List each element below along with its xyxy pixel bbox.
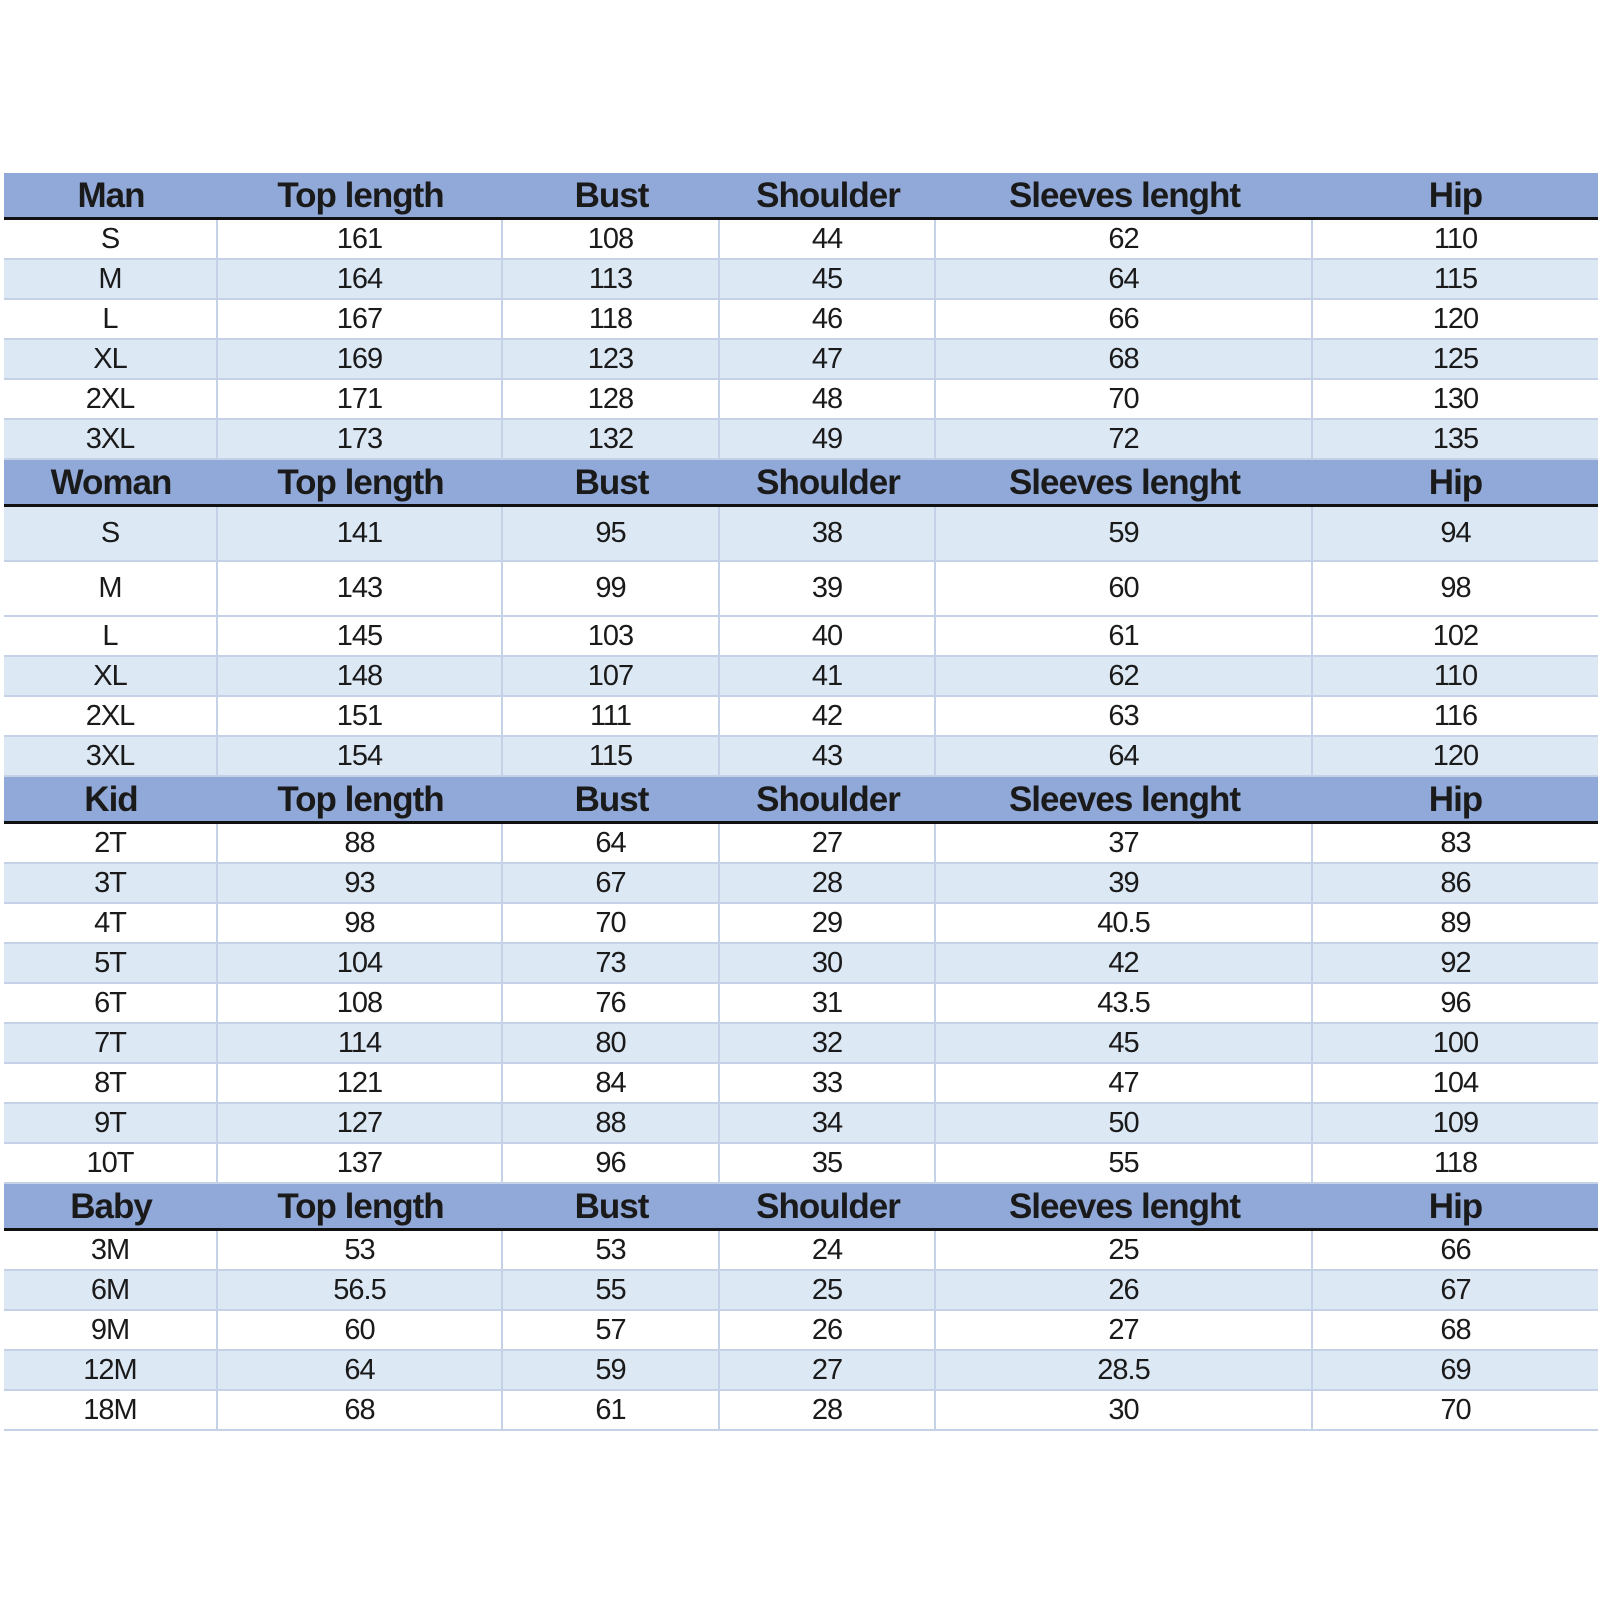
size-chart-table <box>4 173 1598 1431</box>
size-cell: S <box>4 507 218 560</box>
measurement-cell: 55 <box>503 1271 720 1309</box>
table-row <box>4 697 1598 737</box>
table-row <box>4 904 1598 944</box>
measurement-cell: 33 <box>720 1064 936 1102</box>
size-cell: 4T <box>4 904 218 942</box>
measurement-cell: 86 <box>1440 866 1471 899</box>
measurement-cell: 68 <box>1440 1313 1471 1346</box>
column-header: Bust <box>574 462 649 502</box>
measurement-cell: 64 <box>936 737 1313 775</box>
measurement-cell: 94 <box>1440 517 1471 549</box>
measurement-cell: 42 <box>720 697 936 735</box>
measurement-cell: 50 <box>936 1104 1313 1142</box>
measurement-cell: 53 <box>503 1231 720 1269</box>
measurement-cell: 32 <box>720 1024 936 1062</box>
measurement-cell: 61 <box>503 1391 720 1429</box>
column-header: Sleeves lenght <box>1008 175 1241 215</box>
size-cell: 2XL <box>4 697 218 735</box>
measurement-cell: 43.5 <box>936 984 1313 1022</box>
column-header: Top length <box>277 779 444 819</box>
measurement-cell: 169 <box>218 340 503 378</box>
measurement-cell: 72 <box>936 420 1313 458</box>
size-cell: XL <box>4 657 218 695</box>
column-header: Top length <box>277 175 444 215</box>
measurement-cell: 88 <box>503 1104 720 1142</box>
size-cell: 2XL <box>4 380 218 418</box>
measurement-cell: 35 <box>720 1144 936 1182</box>
measurement-cell: 27 <box>936 1311 1313 1349</box>
measurement-cell: 154 <box>218 737 503 775</box>
size-cell: 6T <box>4 984 218 1022</box>
measurement-cell: 47 <box>720 340 936 378</box>
measurement-cell: 30 <box>936 1391 1313 1429</box>
size-cell: S <box>4 220 218 258</box>
size-cell: 8T <box>4 1064 218 1102</box>
size-cell: 12M <box>4 1351 218 1389</box>
measurement-cell: 103 <box>503 617 720 655</box>
measurement-cell: 26 <box>936 1271 1313 1309</box>
section-label: Baby <box>70 1186 152 1226</box>
measurement-cell: 115 <box>503 737 720 775</box>
measurement-cell: 64 <box>218 1351 503 1389</box>
measurement-cell: 47 <box>936 1064 1313 1102</box>
column-header: Sleeves lenght <box>1008 462 1241 502</box>
measurement-cell: 41 <box>720 657 936 695</box>
measurement-cell: 110 <box>1433 659 1478 692</box>
table-row <box>4 617 1598 657</box>
table-row <box>4 260 1598 300</box>
section-baby <box>4 1184 1598 1431</box>
measurement-cell: 57 <box>503 1311 720 1349</box>
measurement-cell: 48 <box>720 380 936 418</box>
measurement-cell: 60 <box>218 1311 503 1349</box>
measurement-cell: 143 <box>218 562 503 615</box>
size-cell: XL <box>4 340 218 378</box>
table-row <box>4 1271 1598 1311</box>
measurement-cell: 27 <box>720 1351 936 1389</box>
section-kid <box>4 777 1598 1184</box>
measurement-cell: 63 <box>936 697 1313 735</box>
section-label: Woman <box>50 462 172 502</box>
measurement-cell: 145 <box>218 617 503 655</box>
measurement-cell: 120 <box>1432 302 1479 335</box>
measurement-cell: 66 <box>1440 1233 1471 1266</box>
measurement-cell: 89 <box>1440 906 1471 939</box>
size-cell: L <box>4 617 218 655</box>
measurement-cell: 161 <box>218 220 503 258</box>
measurement-cell: 135 <box>1432 422 1479 455</box>
column-header: Hip <box>1428 175 1483 215</box>
section-header-row <box>4 777 1598 824</box>
size-cell: L <box>4 300 218 338</box>
measurement-cell: 43 <box>720 737 936 775</box>
size-cell: 5T <box>4 944 218 982</box>
section-label: Man <box>77 175 145 215</box>
column-header: Top length <box>277 462 444 502</box>
measurement-cell: 62 <box>936 657 1313 695</box>
table-row <box>4 1024 1598 1064</box>
measurement-cell: 171 <box>218 380 503 418</box>
table-row <box>4 1104 1598 1144</box>
measurement-cell: 69 <box>1440 1353 1471 1386</box>
table-row <box>4 824 1598 864</box>
measurement-cell: 141 <box>218 507 503 560</box>
measurement-cell: 110 <box>1433 222 1478 255</box>
measurement-cell: 96 <box>503 1144 720 1182</box>
measurement-cell: 67 <box>1440 1273 1471 1306</box>
measurement-cell: 121 <box>218 1064 503 1102</box>
column-header: Bust <box>574 779 649 819</box>
measurement-cell: 76 <box>503 984 720 1022</box>
measurement-cell: 118 <box>503 300 720 338</box>
size-cell: M <box>4 562 218 615</box>
measurement-cell: 109 <box>1432 1106 1479 1139</box>
measurement-cell: 37 <box>936 824 1313 862</box>
measurement-cell: 151 <box>218 697 503 735</box>
table-row <box>4 562 1598 617</box>
table-row <box>4 657 1598 697</box>
column-header: Shoulder <box>756 1186 900 1226</box>
measurement-cell: 66 <box>936 300 1313 338</box>
size-cell: 7T <box>4 1024 218 1062</box>
size-cell: 9T <box>4 1104 218 1142</box>
size-cell: 3T <box>4 864 218 902</box>
measurement-cell: 96 <box>1440 986 1471 1019</box>
table-row <box>4 420 1598 460</box>
measurement-cell: 45 <box>720 260 936 298</box>
measurement-cell: 115 <box>1433 262 1478 295</box>
size-cell: 9M <box>4 1311 218 1349</box>
measurement-cell: 70 <box>503 904 720 942</box>
measurement-cell: 45 <box>936 1024 1313 1062</box>
size-cell: 3XL <box>4 737 218 775</box>
measurement-cell: 130 <box>1432 382 1479 415</box>
measurement-cell: 39 <box>720 562 936 615</box>
measurement-cell: 98 <box>218 904 503 942</box>
size-cell: M <box>4 260 218 298</box>
measurement-cell: 28.5 <box>936 1351 1313 1389</box>
measurement-cell: 24 <box>720 1231 936 1269</box>
table-row <box>4 340 1598 380</box>
measurement-cell: 30 <box>720 944 936 982</box>
measurement-cell: 80 <box>503 1024 720 1062</box>
measurement-cell: 108 <box>218 984 503 1022</box>
measurement-cell: 64 <box>503 824 720 862</box>
measurement-cell: 173 <box>218 420 503 458</box>
measurement-cell: 73 <box>503 944 720 982</box>
table-row <box>4 380 1598 420</box>
table-row <box>4 864 1598 904</box>
measurement-cell: 40 <box>720 617 936 655</box>
measurement-cell: 29 <box>720 904 936 942</box>
measurement-cell: 99 <box>503 562 720 615</box>
measurement-cell: 128 <box>503 380 720 418</box>
measurement-cell: 83 <box>1440 826 1471 859</box>
measurement-cell: 104 <box>218 944 503 982</box>
measurement-cell: 70 <box>1440 1393 1471 1426</box>
table-row <box>4 1311 1598 1351</box>
size-cell: 10T <box>4 1144 218 1182</box>
measurement-cell: 64 <box>936 260 1313 298</box>
table-row <box>4 1064 1598 1104</box>
section-header-row <box>4 460 1598 507</box>
measurement-cell: 167 <box>218 300 503 338</box>
measurement-cell: 59 <box>503 1351 720 1389</box>
measurement-cell: 31 <box>720 984 936 1022</box>
measurement-cell: 102 <box>1432 619 1479 652</box>
measurement-cell: 95 <box>503 507 720 560</box>
measurement-cell: 70 <box>936 380 1313 418</box>
measurement-cell: 25 <box>720 1271 936 1309</box>
size-cell: 3XL <box>4 420 218 458</box>
column-header: Hip <box>1428 462 1483 502</box>
measurement-cell: 40.5 <box>936 904 1313 942</box>
measurement-cell: 114 <box>218 1024 503 1062</box>
column-header: Shoulder <box>756 175 900 215</box>
section-woman <box>4 460 1598 777</box>
measurement-cell: 113 <box>503 260 720 298</box>
table-row <box>4 944 1598 984</box>
measurement-cell: 98 <box>1440 572 1471 604</box>
measurement-cell: 108 <box>503 220 720 258</box>
measurement-cell: 125 <box>1432 342 1479 375</box>
size-cell: 6M <box>4 1271 218 1309</box>
measurement-cell: 148 <box>218 657 503 695</box>
measurement-cell: 26 <box>720 1311 936 1349</box>
measurement-cell: 46 <box>720 300 936 338</box>
measurement-cell: 100 <box>1432 1026 1479 1059</box>
measurement-cell: 28 <box>720 864 936 902</box>
measurement-cell: 68 <box>218 1391 503 1429</box>
measurement-cell: 34 <box>720 1104 936 1142</box>
measurement-cell: 56.5 <box>218 1271 503 1309</box>
measurement-cell: 55 <box>936 1144 1313 1182</box>
column-header: Hip <box>1428 779 1483 819</box>
measurement-cell: 42 <box>936 944 1313 982</box>
measurement-cell: 60 <box>936 562 1313 615</box>
column-header: Shoulder <box>756 779 900 819</box>
table-row <box>4 1391 1598 1431</box>
measurement-cell: 39 <box>936 864 1313 902</box>
measurement-cell: 61 <box>936 617 1313 655</box>
column-header: Sleeves lenght <box>1008 1186 1241 1226</box>
table-row <box>4 737 1598 777</box>
measurement-cell: 67 <box>503 864 720 902</box>
table-row <box>4 1144 1598 1184</box>
table-row <box>4 507 1598 562</box>
table-row <box>4 984 1598 1024</box>
column-header: Bust <box>574 1186 649 1226</box>
measurement-cell: 59 <box>936 507 1313 560</box>
measurement-cell: 120 <box>1432 739 1479 772</box>
measurement-cell: 123 <box>503 340 720 378</box>
section-header-row <box>4 1184 1598 1231</box>
size-cell: 3M <box>4 1231 218 1269</box>
measurement-cell: 44 <box>720 220 936 258</box>
table-row <box>4 1351 1598 1391</box>
measurement-cell: 92 <box>1440 946 1471 979</box>
measurement-cell: 164 <box>218 260 503 298</box>
measurement-cell: 137 <box>218 1144 503 1182</box>
measurement-cell: 49 <box>720 420 936 458</box>
size-cell: 2T <box>4 824 218 862</box>
section-header-row <box>4 173 1598 220</box>
measurement-cell: 107 <box>503 657 720 695</box>
measurement-cell: 38 <box>720 507 936 560</box>
table-row <box>4 220 1598 260</box>
section-man <box>4 173 1598 460</box>
measurement-cell: 62 <box>936 220 1313 258</box>
measurement-cell: 116 <box>1433 699 1478 732</box>
measurement-cell: 28 <box>720 1391 936 1429</box>
column-header: Top length <box>277 1186 444 1226</box>
measurement-cell: 53 <box>218 1231 503 1269</box>
column-header: Hip <box>1428 1186 1483 1226</box>
measurement-cell: 25 <box>936 1231 1313 1269</box>
measurement-cell: 88 <box>218 824 503 862</box>
section-label: Kid <box>84 779 138 819</box>
column-header: Bust <box>574 175 649 215</box>
column-header: Sleeves lenght <box>1008 779 1241 819</box>
table-row <box>4 1231 1598 1271</box>
table-row <box>4 300 1598 340</box>
measurement-cell: 111 <box>503 697 720 735</box>
measurement-cell: 118 <box>1433 1146 1478 1179</box>
measurement-cell: 93 <box>218 864 503 902</box>
size-cell: 18M <box>4 1391 218 1429</box>
measurement-cell: 68 <box>936 340 1313 378</box>
measurement-cell: 84 <box>503 1064 720 1102</box>
measurement-cell: 104 <box>1432 1066 1479 1099</box>
measurement-cell: 132 <box>503 420 720 458</box>
column-header: Shoulder <box>756 462 900 502</box>
measurement-cell: 127 <box>218 1104 503 1142</box>
measurement-cell: 27 <box>720 824 936 862</box>
